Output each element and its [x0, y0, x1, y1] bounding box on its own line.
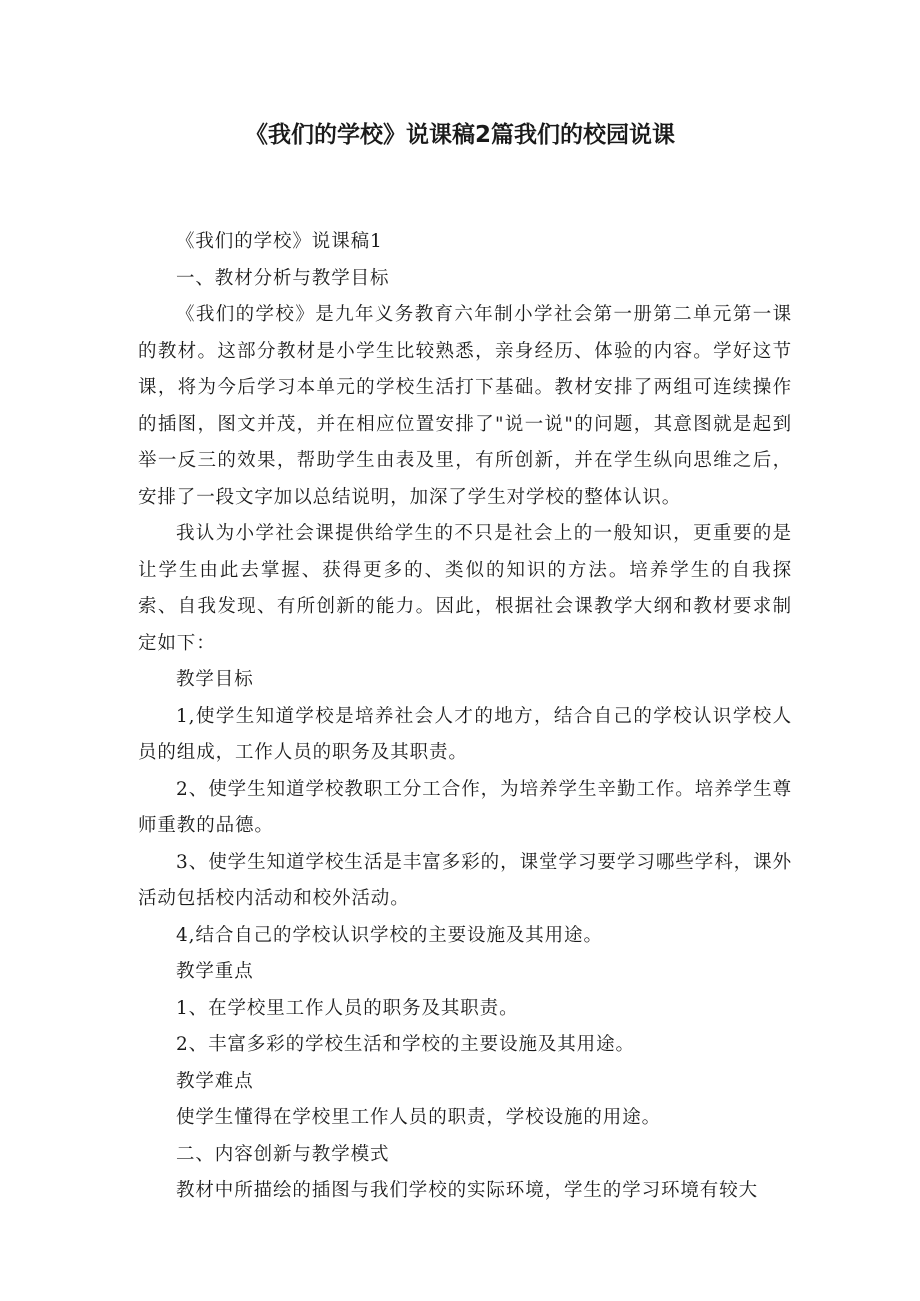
section-heading-1: 一、教材分析与教学目标	[176, 267, 390, 289]
paragraph-3: 教材中所描绘的插图与我们学校的实际环境，学生的学习环境有较大	[176, 1180, 759, 1201]
subtitle: 《我们的学校》说课稿1	[176, 231, 383, 252]
paragraph-1: 《我们的学校》是九年义务教育六年制小学社会第一册第二单元第一课的教材。这部分教材是小学生比较熟悉，亲身经历、体验的内容。学好这节课，将为今后学习本单元的学校生活打下基础。教材安排了两组可连续操作的插图，图文并茂，并在相应位置安排了"说一说"的问题，其意图就是起到举一反三的效果，帮助学生由表及里，有所创新，并在学生纵向思维之后，安排了一段文字加以总结说明，加深了学生对学校的整体认识。	[138, 304, 792, 508]
difficulty-item: 使学生懂得在学校里工作人员的职责，学校设施的用途。	[176, 1107, 662, 1128]
goals-heading: 教学目标	[176, 669, 254, 690]
goal-item-1: 1,使学生知道学校是培养社会人才的地方，结合自己的学校认识学校人员的组成，工作人员的职务及其职责。	[138, 705, 792, 763]
paragraph-2: 我认为小学社会课提供给学生的不只是社会上的一般知识，更重要的是让学生由此去掌握、获得更多的、类似的知识的方法。培养学生的自我探索、自我发现、有所创新的能力。因此，根据社会课教学大纲和教材要求制定如下：	[138, 523, 792, 654]
document-body	[138, 224, 792, 1210]
goal-item-4: 4,结合自己的学校认识学校的主要设施及其用途。	[176, 924, 603, 946]
goal-item-2: 2、使学生知道学校教职工分工合作，为培养学生辛勤工作。培养学生尊师重教的品德。	[138, 778, 792, 836]
key-point-1: 1、在学校里工作人员的职务及其职责。	[176, 997, 519, 1019]
section-heading-2: 二、内容创新与教学模式	[176, 1143, 390, 1165]
goal-item-3: 3、使学生知道学校生活是丰富多彩的，课堂学习要学习哪些学科，课外活动包括校内活动和校外活动。	[138, 851, 792, 909]
key-point-2: 2、丰富多彩的学校生活和学校的主要设施及其用途。	[176, 1034, 635, 1055]
difficulty-heading: 教学难点	[176, 1070, 254, 1092]
key-points-heading: 教学重点	[176, 961, 254, 982]
document-title: 《我们的学校》说课稿2篇我们的校园说课	[244, 122, 675, 148]
